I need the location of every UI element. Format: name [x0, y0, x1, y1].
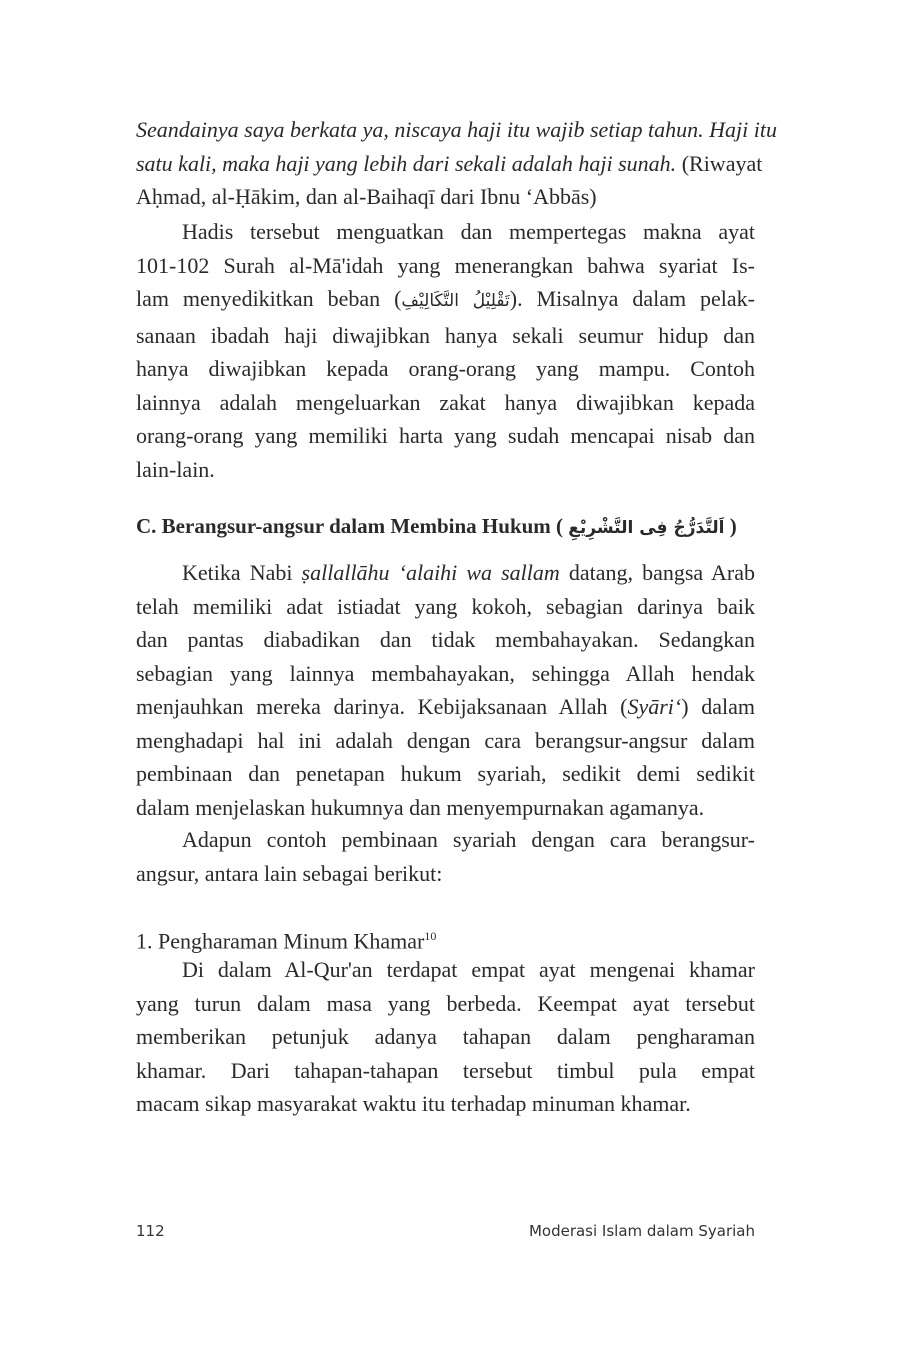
text-line: angsur, antara lain sebagai berikut: — [136, 860, 443, 886]
heading-text: ) — [724, 514, 737, 538]
paragraph-khamar — [136, 953, 755, 1121]
text: ) dalam — [681, 694, 755, 719]
page-footer — [136, 1222, 755, 1240]
footnote-ref[interactable]: 10 — [424, 929, 437, 943]
text-line — [136, 690, 755, 724]
text-line: Adapun contoh pembinaan syariah dengan cara berangsur- — [182, 827, 755, 852]
paragraph-section-c — [136, 556, 755, 824]
arabic-term: اَلتَّدَرُّجُ فِى التَّشْرِيْعِ — [568, 518, 725, 538]
text: datang, bangsa Arab — [559, 560, 755, 585]
item-title: 1. Pengharaman Minum Khamar — [136, 928, 425, 954]
text-line: yang turun dalam masa yang berbeda. Keempat ayat tersebut — [136, 990, 755, 1016]
text-line: sanaan ibadah haji diwajibkan hanya sekali seumur hidup dan — [136, 322, 755, 348]
paragraph-hadith-explanation — [136, 215, 755, 486]
text: ). Misalnya dalam pelak- — [509, 286, 756, 311]
text-line: khamar. Dari tahapan-tahapan tersebut timbul pula empat — [136, 1057, 755, 1083]
text-line: 101-102 Surah al-Mā'idah yang menerangkan bahwa syariat Is- — [136, 252, 755, 278]
page-number: 112 — [136, 1222, 165, 1240]
paragraph-hadith-quote — [136, 113, 777, 214]
arabic-term: تَقْلِيْلُ التَّكَالِيْفِ — [401, 291, 510, 311]
text-line: memberikan petunjuk adanya tahapan dalam pengharaman — [136, 1024, 755, 1049]
text-line: macam sikap masyarakat waktu itu terhadap minuman khamar. — [136, 1091, 691, 1116]
text: Ketika Nabi — [182, 560, 302, 585]
text-line: lainnya adalah mengeluarkan zakat hanya diwajibkan kepada — [136, 389, 755, 415]
text-line — [136, 556, 755, 590]
book-title: Moderasi Islam dalam Syariah — [528, 1222, 755, 1240]
italic-term: Syāri‘ — [627, 694, 682, 719]
text-line: menghadapi hal ini adalah dengan cara berangsur-angsur dalam — [136, 727, 755, 753]
quote-line: Seandainya saya berkata ya, niscaya haji itu wajib setiap tahun. Haji itu — [136, 117, 777, 142]
quote-line: satu kali, maka haji yang lebih dari sekali adalah haji sunah. — [136, 150, 677, 176]
text-line: Di dalam Al-Qur'an terdapat empat ayat mengenai khamar — [182, 957, 755, 982]
text-line: sebagian yang lainnya membahayakan, sehingga Allah hendak — [136, 660, 755, 686]
text-line: telah memiliki adat istiadat yang kokoh, sebagian darinya baik — [136, 593, 755, 619]
text-line: dalam menjelaskan hukumnya dan menyempurnakan agamanya. — [136, 794, 705, 820]
text-line: lain-lain. — [136, 456, 215, 482]
text-line: pembinaan dan penetapan hukum syariah, sedikit demi sedikit — [136, 761, 755, 786]
italic-term: ṣallallāhu ‘alaihi wa sallam — [301, 560, 560, 585]
paragraph-examples-intro — [136, 823, 755, 890]
heading-text: C. Berangsur-angsur dalam Membina Hukum ( — [136, 514, 569, 538]
text-line — [136, 282, 755, 319]
citation: Aḥmad, al-Ḥākim, dan al-Baihaqī dari Ibnu ‘Abbās) — [136, 184, 597, 209]
section-heading — [136, 510, 755, 546]
text-line: dan pantas diabadikan dan tidak membahayakan. Sedangkan — [136, 627, 755, 652]
text: menjauhkan mereka darinya. Kebijaksanaan Allah ( — [136, 694, 628, 719]
text-line: Hadis tersebut menguatkan dan mempertegas makna ayat — [182, 219, 755, 244]
text-line: hanya diwajibkan kepada orang-orang yang mampu. Contoh — [136, 356, 755, 381]
citation: (Riwayat — [676, 150, 763, 176]
text: lam menyedikitkan beban ( — [136, 286, 402, 311]
text-line: orang-orang yang memiliki harta yang sudah mencapai nisab dan — [136, 423, 755, 448]
